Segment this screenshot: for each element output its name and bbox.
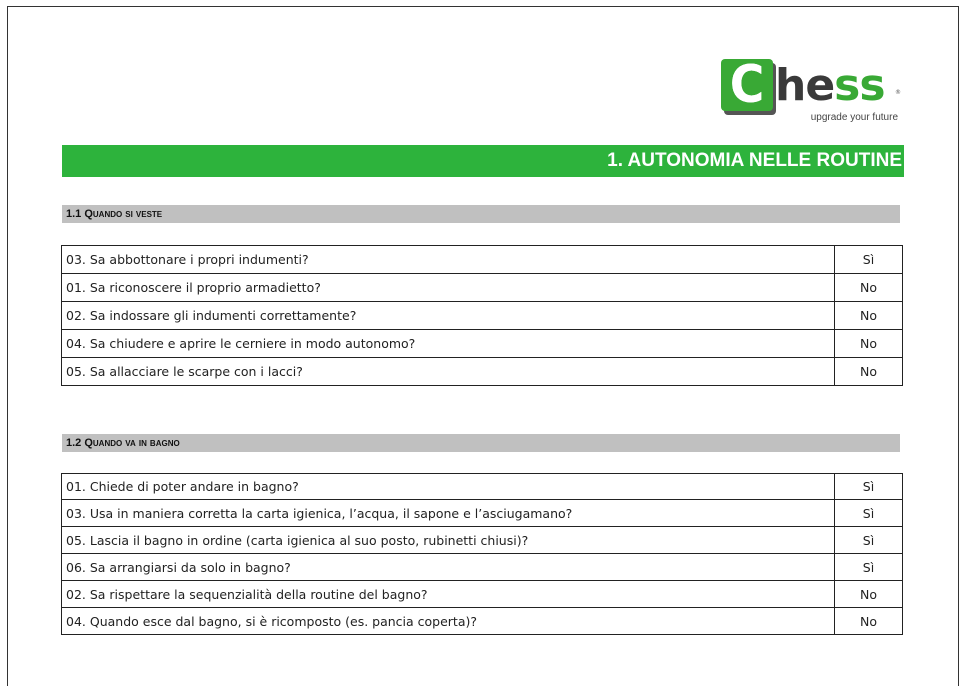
section-header-dressing: 1.1 Quando si veste xyxy=(62,205,900,223)
question-cell: 01. Chiede di poter andare in bagno? xyxy=(62,474,835,500)
question-cell: 01. Sa riconoscere il proprio armadietto? xyxy=(62,274,835,302)
table-row xyxy=(62,302,903,330)
answer-cell: Sì xyxy=(835,554,903,581)
answer-cell: Sì xyxy=(835,474,903,500)
question-cell: 02. Sa indossare gli indumenti correttamente? xyxy=(62,302,835,330)
question-cell: 04. Sa chiudere e aprire le cerniere in modo autonomo? xyxy=(62,330,835,358)
question-cell: 05. Sa allacciare le scarpe con i lacci? xyxy=(62,358,835,386)
table-row xyxy=(62,474,903,500)
answer-cell: No xyxy=(835,581,903,608)
answer-cell: Sì xyxy=(835,527,903,554)
table-row xyxy=(62,500,903,527)
table-row xyxy=(62,608,903,635)
logo-tagline: upgrade your future xyxy=(810,112,898,123)
logo-registered-mark: ® xyxy=(895,89,901,96)
bathroom-table xyxy=(61,473,903,635)
table-row xyxy=(62,554,903,581)
answer-cell: No xyxy=(835,608,903,635)
answer-cell: Sì xyxy=(835,246,903,274)
answer-cell: No xyxy=(835,358,903,386)
logo-word-green: ss xyxy=(834,60,885,111)
logo-letter: C xyxy=(729,55,765,115)
question-cell: 02. Sa rispettare la sequenzialità della routine del bagno? xyxy=(62,581,835,608)
question-cell: 03. Usa in maniera corretta la carta igienica, l’acqua, il sapone e l’asciugamano? xyxy=(62,500,835,527)
question-cell: 06. Sa arrangiarsi da solo in bagno? xyxy=(62,554,835,581)
logo-wordmark xyxy=(775,58,885,114)
question-cell: 05. Lascia il bagno in ordine (carta igienica al suo posto, rubinetti chiusi)? xyxy=(62,527,835,554)
logo-word-dark: he xyxy=(775,60,835,111)
table-row xyxy=(62,274,903,302)
answer-cell: Sì xyxy=(835,500,903,527)
answer-cell: No xyxy=(835,302,903,330)
chess-logo xyxy=(720,56,906,128)
answer-cell: No xyxy=(835,330,903,358)
question-cell: 03. Sa abbottonare i propri indumenti? xyxy=(62,246,835,274)
chapter-title-banner: 1. AUTONOMIA NELLE ROUTINE xyxy=(62,145,904,177)
dressing-table xyxy=(61,245,903,386)
answer-cell: No xyxy=(835,274,903,302)
section-header-bathroom: 1.2 Quando va in bagno xyxy=(62,434,900,452)
table-row xyxy=(62,527,903,554)
logo-c-badge xyxy=(721,55,773,115)
table-row xyxy=(62,581,903,608)
table-row xyxy=(62,246,903,274)
question-cell: 04. Quando esce dal bagno, si è ricomposto (es. pancia coperta)? xyxy=(62,608,835,635)
table-row xyxy=(62,330,903,358)
table-row xyxy=(62,358,903,386)
